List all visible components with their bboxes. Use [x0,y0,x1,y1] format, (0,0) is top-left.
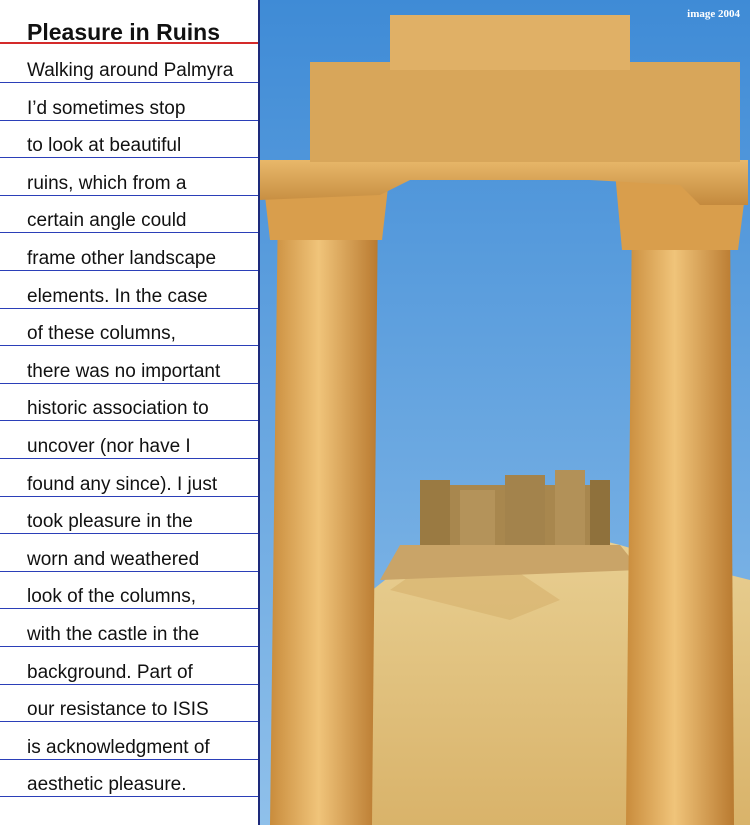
text-line: background. Part of [27,661,193,683]
ruled-line [0,232,258,233]
text-line: to look at beautiful [27,135,182,157]
text-line: worn and weathered [27,548,200,570]
ruled-line [0,82,258,83]
text-line: is acknowledgment of [27,736,210,758]
text-line: uncover (nor have I [27,436,191,457]
text-line: ruins, which from a [27,172,187,194]
text-line: took pleasure in the [27,511,193,533]
text-line: I’d sometimes stop [27,97,186,119]
ruled-line [0,270,258,271]
ruled-line [0,533,258,534]
page-title: Pleasure in Ruins [27,19,221,45]
text-line: look of the columns, [27,586,196,608]
ruled-line [0,684,258,685]
text-line: there was no important [27,360,221,382]
ruled-line [0,721,258,722]
text-line: with the castle in the [27,624,200,645]
photo-palmyra [258,0,750,825]
ruled-line [0,759,258,760]
ruled-line [0,195,258,196]
ruled-line [0,646,258,647]
ruled-line [0,420,258,421]
right-column [615,172,748,825]
text-line: of these columns, [27,323,176,345]
ruled-line [0,496,258,497]
ruled-line [0,796,258,797]
ruled-line [0,120,258,121]
text-line: aesthetic pleasure. [27,774,187,796]
text-line: historic association to [27,398,209,420]
palmyra-illustration [260,0,750,825]
text-line: our resistance to ISIS [27,699,209,721]
text-line: frame other landscape [27,248,217,269]
text-line: Walking around Palmyra [27,60,234,81]
text-line: elements. In the case [27,285,208,307]
image-credit: image 2004 [687,8,740,20]
ruled-line [0,458,258,459]
text-line: certain angle could [27,210,187,232]
ruled-line [0,345,258,346]
ruled-line [0,571,258,572]
text-line: found any since). I just [27,473,218,495]
ruled-line [0,308,258,309]
ruled-line [0,608,258,609]
notebook-text-column [0,0,258,825]
ruled-line [0,157,258,158]
ruled-line [0,383,258,384]
left-column [262,170,390,825]
